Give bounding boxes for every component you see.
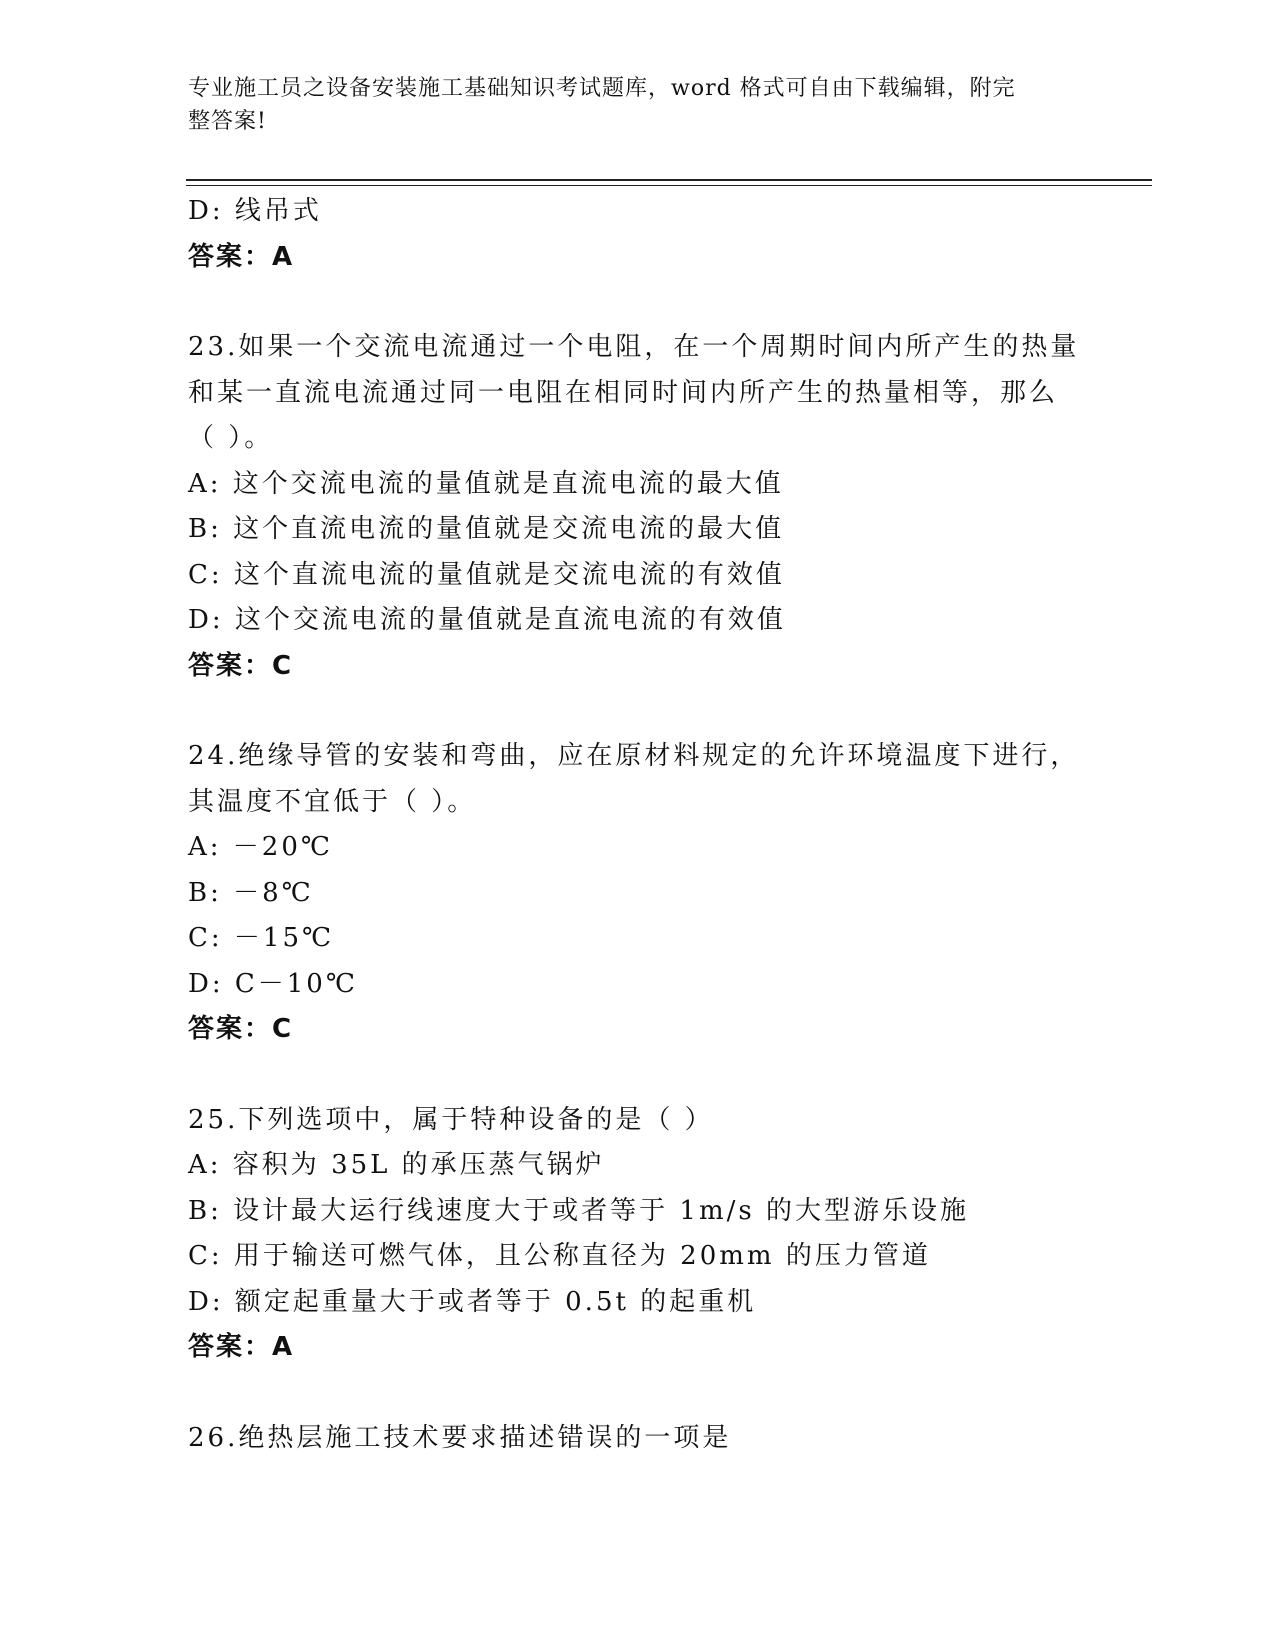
q23-answer: 答案：C: [188, 650, 294, 681]
question-content: [188, 189, 1108, 1461]
q22-answer: 答案：A: [188, 241, 295, 272]
document-header: [188, 72, 1068, 138]
q23-option-c: C: 这个直流电流的量值就是交流电流的有效值: [188, 559, 785, 590]
q25-stem-line-1: 25.下列选项中，属于特种设备的是（ ）: [188, 1104, 714, 1135]
q24-stem-line-1: 24.绝缘导管的安装和弯曲，应在原材料规定的允许环境温度下进行，: [188, 741, 1080, 771]
question-24: [188, 734, 1108, 1053]
q22-option-d: D: 线吊式: [188, 196, 322, 226]
q23-stem-line-3: （ ）。: [188, 423, 274, 453]
q24-stem-line-2: 其温度不宜低于（ ）。: [188, 786, 477, 817]
q23-stem-line-2: 和某一直流电流通过同一电阻在相同时间内所产生的热量相等，那么: [188, 377, 1059, 408]
header-divider-thin: [186, 185, 1152, 186]
header-line-2: 整答案!: [188, 109, 267, 134]
q24-answer: 答案：C: [188, 1014, 294, 1044]
question-22-tail: [188, 189, 1108, 280]
q24-option-a: A: －20℃: [188, 832, 333, 862]
q23-option-b: B: 这个直流电流的量值就是交流电流的最大值: [188, 514, 785, 544]
spacer: [188, 689, 1108, 734]
q26-stem-line-1: 26.绝热层施工技术要求描述错误的一项是: [188, 1422, 732, 1453]
q25-option-d: D: 额定起重量大于或者等于 0.5t 的起重机: [188, 1286, 757, 1317]
spacer: [188, 280, 1108, 325]
spacer: [188, 1053, 1108, 1098]
q25-answer: 答案：A: [188, 1332, 295, 1362]
question-26: [188, 1416, 1108, 1462]
q24-option-c: C: －15℃: [188, 923, 335, 953]
q23-option-d: D: 这个交流电流的量值就是直流电流的有效值: [188, 605, 786, 635]
q25-option-a: A: 容积为 35L 的承压蒸气锅炉: [188, 1150, 605, 1180]
q23-stem-line-1: 23.如果一个交流电流通过一个电阻，在一个周期时间内所产生的热量: [188, 332, 1080, 362]
question-25: [188, 1098, 1108, 1371]
header-line-1: 专业施工员之设备安装施工基础知识考试题库，word 格式可自由下载编辑，附完: [188, 76, 1016, 101]
header-divider: [186, 179, 1152, 181]
question-23: [188, 325, 1108, 689]
q25-option-c: C: 用于输送可燃气体，且公称直径为 20mm 的压力管道: [188, 1241, 931, 1271]
q23-option-a: A: 这个交流电流的量值就是直流电流的最大值: [188, 468, 784, 499]
spacer: [188, 1371, 1108, 1416]
q24-option-b: B: －8℃: [188, 877, 314, 908]
q25-option-b: B: 设计最大运行线速度大于或者等于 1m/s 的大型游乐设施: [188, 1195, 969, 1226]
q24-option-d: D: C－10℃: [188, 968, 358, 999]
